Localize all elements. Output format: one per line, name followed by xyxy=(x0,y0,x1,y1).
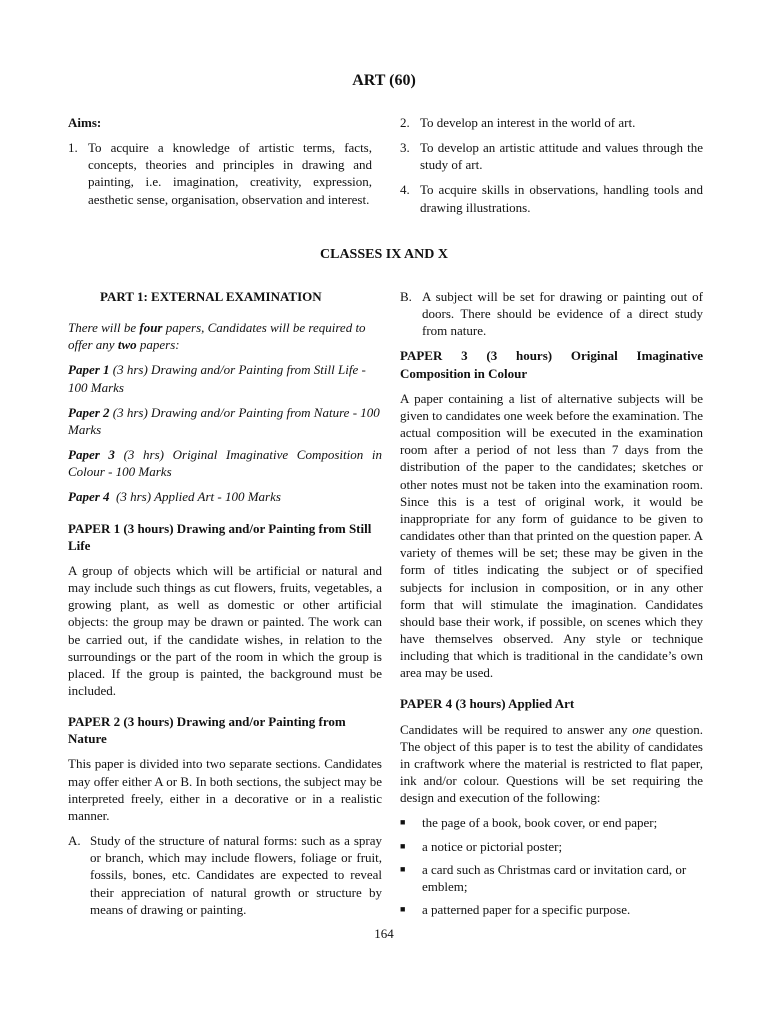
paper1-body: A group of objects which will be artificial or natural and may include such things as cut flowers, fruits, vegetables, a growing plant, as well as domestic or other artificial objects: the group may be drawn or painted. The work can be carried out, if the candidate wishes, in relation to the surroundings or the part of the room in which the group is placed. If the group is painted, the background must be included. xyxy=(68,562,382,698)
part1-intro: There will be four papers, Candidates will be required to offer any two papers: xyxy=(68,320,366,353)
paper2-body: This paper is divided into two separate sections. Candidates may offer either A or B. In both sections, the subject may be interpreted freely, either in a decorative or in a realistic manner. xyxy=(68,756,382,823)
aims-label: Aims: xyxy=(68,115,102,130)
paper4-body: Candidates will be required to answer any one question. The object of this paper is to test the ability of candidates in craftwork where the material is restricted to flat paper, ink and/or colour. Questions will be set requiring the design and execution of the following: xyxy=(400,721,703,806)
paper4-bullet-list xyxy=(400,814,703,918)
page-title: ART (60) xyxy=(352,72,416,89)
list-item: ■ a notice or pictorial poster; xyxy=(400,838,563,854)
square-bullet-icon: ■ xyxy=(400,863,406,874)
main-right-column xyxy=(400,288,703,924)
paper2-section-b: B. A subject will be set for drawing or painting out of doors. There should be evidence of a direct study from nature. xyxy=(400,289,703,339)
page-number: 164 xyxy=(374,926,394,941)
list-item: ■ a patterned paper for a specific purpose. xyxy=(400,902,631,917)
part1-heading: PART 1: EXTERNAL EXAMINATION xyxy=(100,289,322,304)
list-item: ■ a card such as Christmas card or invitation card, or emblem; xyxy=(400,861,687,894)
paper4-heading: PAPER 4 (3 hours) Applied Art xyxy=(400,696,575,712)
paper-list-item: Paper 3 (3 hrs) Original Imaginative Composition in Colour - 100 Marks xyxy=(68,447,382,480)
paper-list-item: Paper 2 (3 hrs) Drawing and/or Painting from Nature - 100 Marks xyxy=(68,404,380,437)
aim-item: 1. To acquire a knowledge of artistic terms, facts, concepts, theories and principles in drawing and painting, i.e. imagination, creativity, expression, aesthetic sense, organisation, observation and interest. xyxy=(68,140,372,207)
paper2-section-a: A. Study of the structure of natural forms: such as a spray or branch, which may include flowers, foliage or fruit, fossils, bones, etc. Candidates are expected to reveal their appreciation of natural growth or structure by means of drawing or painting. xyxy=(68,833,382,917)
aims-left-column xyxy=(68,114,372,216)
aim-item: 2. To develop an interest in the world of art. xyxy=(400,115,636,130)
paper-list-item: Paper 4 (3 hrs) Applied Art - 100 Marks xyxy=(68,489,281,505)
aims-right-column xyxy=(400,114,703,224)
paper3-body: A paper containing a list of alternative subjects will be given to candidates one week before the examination. The actual composition will be executed in the examination room after a period of not less than 7 days from the distribution of the paper to the candidates; sketches or other notes must not be taken into the examination room. Since this is a test of original work, it would be inappropriate for any form of guidance to be given to candidates other than that printed on the question paper. A variety of themes will be set; these may be given in the form of titles indicating the subject or of specified subjects for inclusion in composition, or in any other form that will stimulate the imagination. Candidates should base their work, if possible, on scenes which they have themselves observed. Any style or technique including that which is traditional in the candidate’s own area may be used. xyxy=(400,390,703,681)
main-left-column xyxy=(68,288,382,926)
square-bullet-icon: ■ xyxy=(400,817,406,828)
square-bullet-icon: ■ xyxy=(400,904,406,914)
paper-list-item: Paper 1 (3 hrs) Drawing and/or Painting from Still Life - 100 Marks xyxy=(68,362,366,395)
paper3-heading: PAPER 3 (3 hours) Original Imaginative Composition in Colour xyxy=(400,348,703,381)
aim-item: 3. To develop an artistic attitude and values through the study of art. xyxy=(400,140,703,173)
list-item: ■ the page of a book, book cover, or end paper; xyxy=(400,815,658,831)
square-bullet-icon: ■ xyxy=(400,840,406,851)
paper1-heading: PAPER 1 (3 hours) Drawing and/or Painting from Still Life xyxy=(68,520,372,553)
classes-heading: CLASSES IX AND X xyxy=(320,247,448,262)
aim-item: 4. To acquire skills in observations, handling tools and drawing illustrations. xyxy=(400,182,703,215)
paper2-heading: PAPER 2 (3 hours) Drawing and/or Painting from Nature xyxy=(68,714,346,747)
